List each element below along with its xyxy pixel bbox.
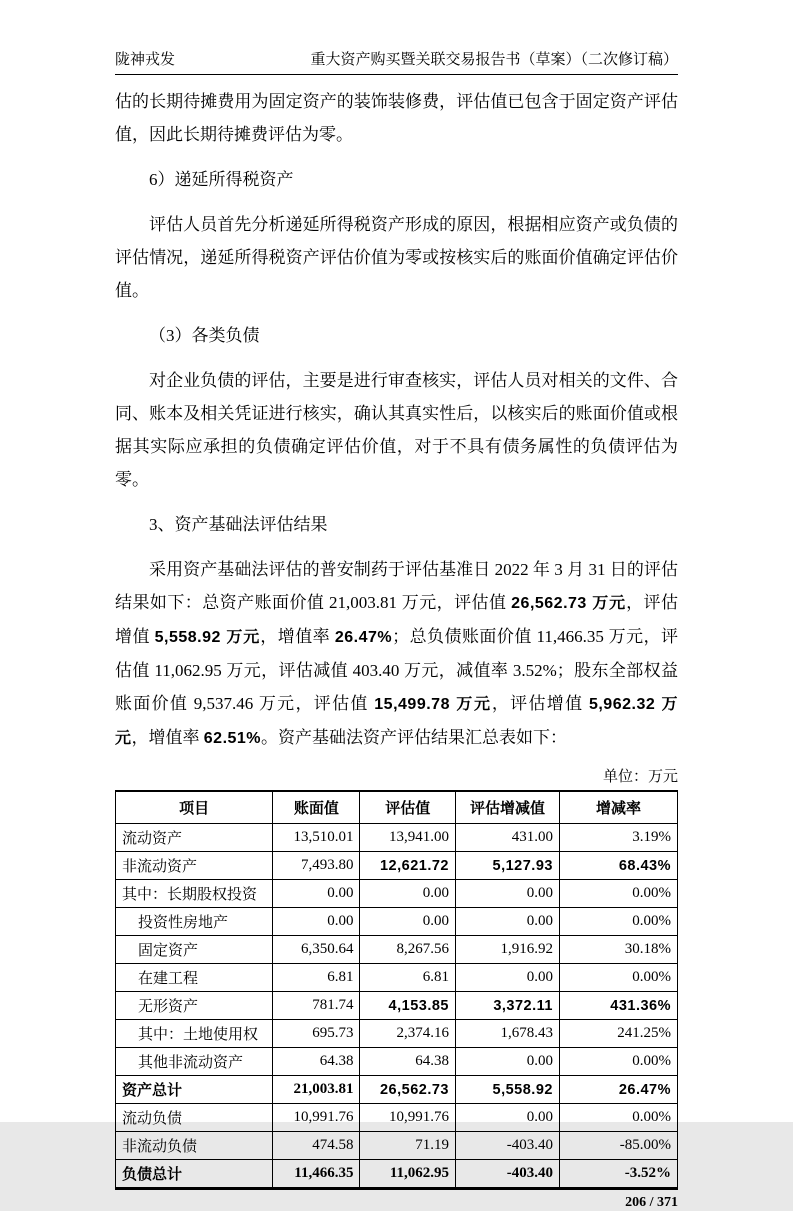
page-number: 206 / 371 <box>625 1195 678 1210</box>
cell-value: -3.52% <box>559 1160 677 1189</box>
column-header-item: 项目 <box>116 791 273 824</box>
table-row <box>116 1020 678 1048</box>
cell-value: 695.73 <box>273 1020 360 1048</box>
row-label: 非流动资产 <box>116 852 273 880</box>
cell-value: 474.58 <box>273 1132 360 1160</box>
row-label: 在建工程 <box>116 964 273 992</box>
cell-value: 6,350.64 <box>273 936 360 964</box>
table-row <box>116 1104 678 1132</box>
cell-value: 6.81 <box>360 964 456 992</box>
cell-value: 13,941.00 <box>360 824 456 852</box>
table-row <box>116 936 678 964</box>
emphasized-value: 5,558.92 万元 <box>154 629 261 646</box>
paragraph-deferred-expense: 估的长期待摊费用为固定资产的装饰装修费，评估值已包含于固定资产评估值，因此长期待摊费评估为零。 <box>115 92 678 144</box>
heading-asset-based-result: 3、资产基础法评估结果 <box>149 515 328 534</box>
table-row <box>116 1048 678 1076</box>
cell-value: -403.40 <box>456 1160 560 1189</box>
cell-value: 0.00% <box>559 964 677 992</box>
heading-deferred-tax-assets: 6）递延所得税资产 <box>149 170 294 189</box>
heading-liabilities: （3）各类负债 <box>149 326 260 345</box>
emphasized-value: 15,499.78 万元 <box>374 696 492 713</box>
cell-value: -85.00% <box>559 1132 677 1160</box>
row-label: 投资性房地产 <box>116 908 273 936</box>
cell-value: 4,153.85 <box>360 992 456 1020</box>
cell-value: 64.38 <box>273 1048 360 1076</box>
row-label: 流动资产 <box>116 824 273 852</box>
table-row <box>116 880 678 908</box>
paragraph-deferred-tax: 评估人员首先分析递延所得税资产形成的原因，根据相应资产或负债的评估情况，递延所得税资产评估价值为零或按核实后的账面价值确定评估价值。 <box>115 215 678 300</box>
text-run: 采用资产基础法评估的普安制药于评估基准日 2022 年 3 月 31 日的评估结果如下：总资产账面价值 21,003.81 万元，评估值 <box>115 560 678 612</box>
cell-value: 0.00% <box>559 1048 677 1076</box>
cell-value: 68.43% <box>559 852 677 880</box>
cell-value: 10,991.76 <box>273 1104 360 1132</box>
table-row <box>116 1076 678 1104</box>
cell-value: 7,493.80 <box>273 852 360 880</box>
emphasized-value: 26,562.73 万元 <box>511 595 627 612</box>
cell-value: 0.00 <box>456 880 560 908</box>
text-run: ，评估增值 <box>491 694 589 713</box>
cell-value: 10,991.76 <box>360 1104 456 1132</box>
text-run: ，增值率 <box>131 728 204 747</box>
running-header <box>115 48 678 75</box>
column-header-book-value: 账面值 <box>273 791 360 824</box>
asset-valuation-summary-table <box>115 790 678 1190</box>
cell-value: 11,062.95 <box>360 1160 456 1189</box>
cell-value: 431.36% <box>559 992 677 1020</box>
cell-value: 0.00 <box>360 908 456 936</box>
cell-value: 0.00 <box>456 908 560 936</box>
table-row <box>116 992 678 1020</box>
cell-value: 0.00 <box>273 880 360 908</box>
column-header-change-value: 评估增减值 <box>456 791 560 824</box>
table-row <box>116 964 678 992</box>
cell-value: 21,003.81 <box>273 1076 360 1104</box>
cell-value: 0.00% <box>559 908 677 936</box>
cell-value: 71.19 <box>360 1132 456 1160</box>
table-row <box>116 908 678 936</box>
cell-value: 13,510.01 <box>273 824 360 852</box>
cell-value: -403.40 <box>456 1132 560 1160</box>
cell-value: 1,678.43 <box>456 1020 560 1048</box>
row-label: 负债总计 <box>116 1160 273 1189</box>
cell-value: 3,372.11 <box>456 992 560 1020</box>
cell-value: 1,916.92 <box>456 936 560 964</box>
cell-value: 26,562.73 <box>360 1076 456 1104</box>
emphasized-value: 26.47% <box>334 629 393 646</box>
paragraph-valuation-summary <box>115 553 678 755</box>
row-label: 流动负债 <box>116 1104 273 1132</box>
document-body <box>115 85 678 755</box>
cell-value: 781.74 <box>273 992 360 1020</box>
row-label: 资产总计 <box>116 1076 273 1104</box>
row-label: 固定资产 <box>116 936 273 964</box>
cell-value: 12,621.72 <box>360 852 456 880</box>
cell-value: 8,267.56 <box>360 936 456 964</box>
cell-value: 0.00 <box>456 1048 560 1076</box>
emphasized-value: 5,962.32 万元 <box>115 696 678 747</box>
cell-value: 30.18% <box>559 936 677 964</box>
cell-value: 241.25% <box>559 1020 677 1048</box>
table-row <box>116 824 678 852</box>
column-header-appraised-value: 评估值 <box>360 791 456 824</box>
cell-value: 0.00 <box>456 1104 560 1132</box>
text-run: 。资产基础法资产评估结果汇总表如下： <box>261 728 568 747</box>
cell-value: 0.00 <box>273 908 360 936</box>
cell-value: 0.00% <box>559 880 677 908</box>
cell-value: 5,558.92 <box>456 1076 560 1104</box>
paragraph-liability-valuation: 对企业负债的评估，主要是进行审查核实，评估人员对相关的文件、合同、账本及相关凭证进行核实，确认其真实性后，以核实后的账面价值或根据其实际应承担的负债确定评估价值，对于不具有债务属性的负债评估为零。 <box>115 371 678 489</box>
cell-value: 2,374.16 <box>360 1020 456 1048</box>
table-unit-label: 单位：万元 <box>602 769 678 785</box>
cell-value: 0.00 <box>456 964 560 992</box>
row-label: 其中：长期股权投资 <box>116 880 273 908</box>
header-report-title: 重大资产购买暨关联交易报告书（草案）（二次修订稿） <box>310 52 678 68</box>
table-header-row <box>116 791 678 824</box>
cell-value: 64.38 <box>360 1048 456 1076</box>
row-label: 非流动负债 <box>116 1132 273 1160</box>
cell-value: 11,466.35 <box>273 1160 360 1189</box>
header-company-name: 陇神戎发 <box>115 52 176 68</box>
cell-value: 431.00 <box>456 824 560 852</box>
row-label: 其中：土地使用权 <box>116 1020 273 1048</box>
text-run: ，评估增值 <box>115 593 679 646</box>
cell-value: 0.00 <box>360 880 456 908</box>
row-label: 其他非流动资产 <box>116 1048 273 1076</box>
table-row <box>116 1132 678 1160</box>
text-run: ；总负债账面价值 11,466.35 万元，评估值 11,062.95 万元，评估减值 403.40 万元，减值率 3.52%；股东全部权益账面价值 9,537.46 万元，评估值 <box>115 627 679 713</box>
column-header-change-rate: 增减率 <box>559 791 677 824</box>
table-row <box>116 852 678 880</box>
cell-value: 3.19% <box>559 824 677 852</box>
text-run: ，增值率 <box>260 627 335 646</box>
cell-value: 26.47% <box>559 1076 677 1104</box>
emphasized-value: 62.51% <box>203 730 262 747</box>
cell-value: 6.81 <box>273 964 360 992</box>
cell-value: 0.00% <box>559 1104 677 1132</box>
row-label: 无形资产 <box>116 992 273 1020</box>
table-row <box>116 1160 678 1189</box>
cell-value: 5,127.93 <box>456 852 560 880</box>
